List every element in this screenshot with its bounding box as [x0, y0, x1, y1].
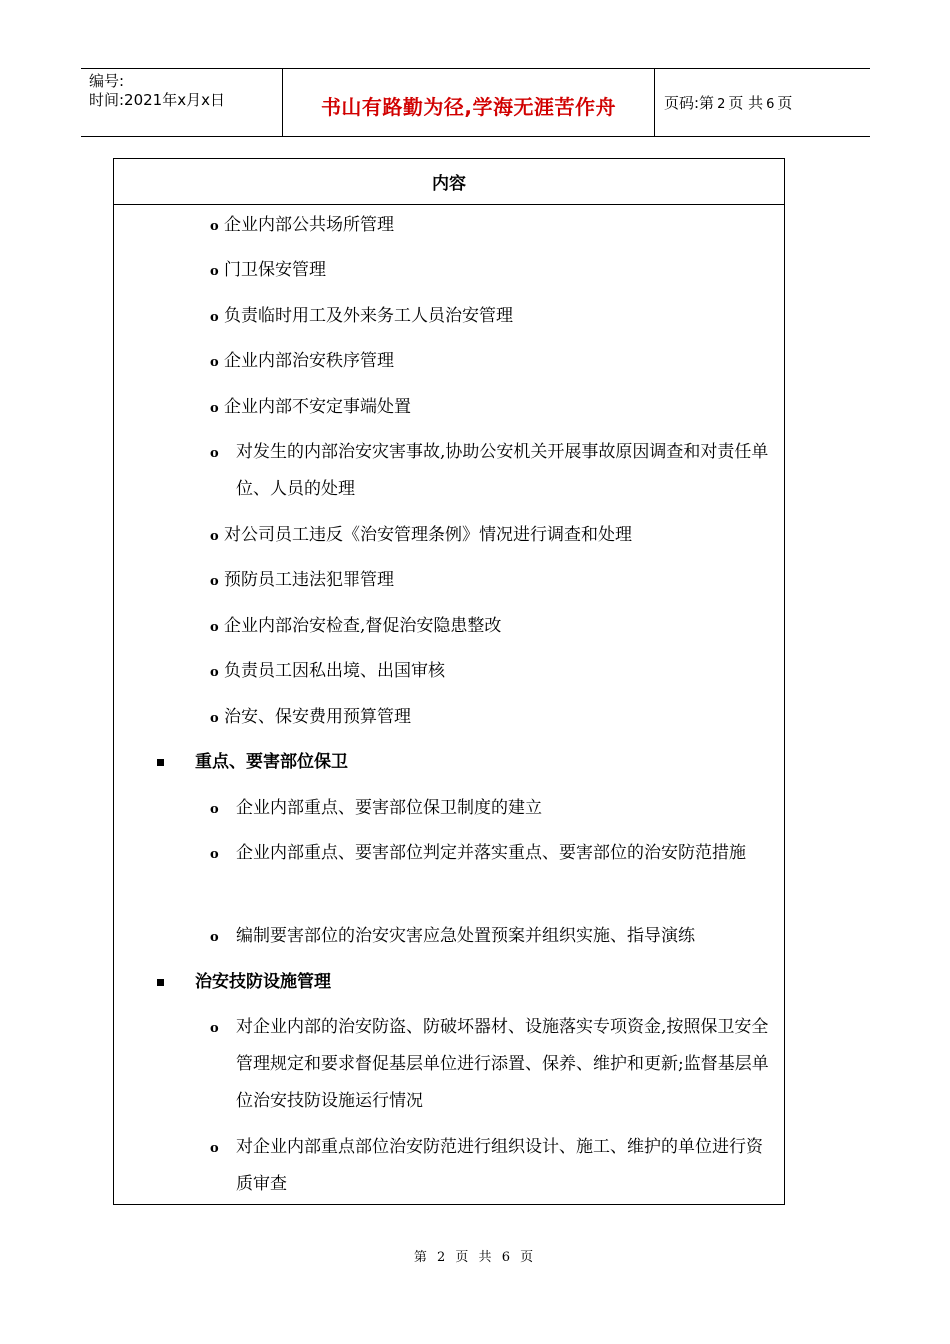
circle-bullet-icon: o [210, 847, 219, 862]
page-footer: 第 2 页 共 6 页 [413, 1250, 537, 1265]
table-heading: 内容 [114, 159, 784, 205]
circle-bullet-icon: o [210, 355, 219, 370]
section-heading: 治安技防设施管理 [195, 964, 331, 1001]
list-item: o 企业内部重点、要害部位保卫制度的建立 [210, 790, 542, 827]
page-prefix: 页码:第 [664, 94, 715, 112]
list-item: o 对公司员工违反《治安管理条例》情况进行调查和处理 [210, 517, 632, 554]
list-item: o 企业内部公共场所管理 [210, 207, 394, 244]
circle-bullet-icon: o [210, 401, 219, 416]
list-item: o 门卫保安管理 [210, 252, 326, 289]
circle-bullet-icon: o [210, 264, 219, 279]
circle-bullet-icon: o [210, 711, 219, 726]
list-item: o 负责临时用工及外来务工人员治安管理 [210, 298, 513, 335]
list-item: o 企业内部不安定事端处置 [210, 389, 411, 426]
circle-bullet-icon: o [210, 665, 219, 680]
circle-bullet-icon: o [210, 1021, 219, 1036]
header-meta [81, 69, 282, 136]
page-header [81, 68, 870, 137]
content-table [113, 158, 785, 1205]
list-item: o 负责员工因私出境、出国审核 [210, 653, 445, 690]
page-mid: 页 共 [728, 94, 764, 112]
circle-bullet-icon: o [210, 446, 219, 461]
circle-bullet-icon: o [210, 930, 219, 945]
list-item: o 企业内部治安秩序管理 [210, 343, 394, 380]
page-total: 6 [766, 97, 775, 112]
document-time: 时间:2021年x月x日 [89, 91, 225, 109]
list-item: o 对发生的内部治安灾害事故,协助公安机关开展事故原因调查和对责任单位、人员的处理 [210, 434, 774, 508]
square-bullet-icon [157, 979, 164, 986]
list-item: o 治安、保安费用预算管理 [210, 699, 411, 736]
header-motto: 书山有路勤为径,学海无涯苦作舟 [282, 69, 655, 136]
list-item: o 企业内部重点、要害部位判定并落实重点、要害部位的治安防范措施 [210, 835, 774, 872]
list-item: o 企业内部治安检查,督促治安隐患整改 [210, 608, 501, 645]
circle-bullet-icon: o [210, 802, 219, 817]
circle-bullet-icon: o [210, 1141, 219, 1156]
header-page-number [655, 69, 870, 136]
circle-bullet-icon: o [210, 574, 219, 589]
circle-bullet-icon: o [210, 529, 219, 544]
square-bullet-icon [157, 759, 164, 766]
circle-bullet-icon: o [210, 219, 219, 234]
section-heading: 重点、要害部位保卫 [195, 744, 348, 781]
page-suffix: 页 [777, 94, 793, 112]
list-item: o 编制要害部位的治安灾害应急处置预案并组织实施、指导演练 [210, 918, 695, 955]
document-number-label: 编号: [89, 72, 125, 90]
circle-bullet-icon: o [210, 310, 219, 325]
list-item: o 对企业内部重点部位治安防范进行组织设计、施工、维护的单位进行资质审查 [210, 1129, 774, 1203]
list-item: o 对企业内部的治安防盗、防破坏器材、设施落实专项资金,按照保卫安全管理规定和要求督促基层单位进行添置、保养、维护和更新;监督基层单位治安技防设施运行情况 [210, 1009, 774, 1120]
list-item: o 预防员工违法犯罪管理 [210, 562, 394, 599]
circle-bullet-icon: o [210, 620, 219, 635]
page-current: 2 [717, 97, 726, 112]
